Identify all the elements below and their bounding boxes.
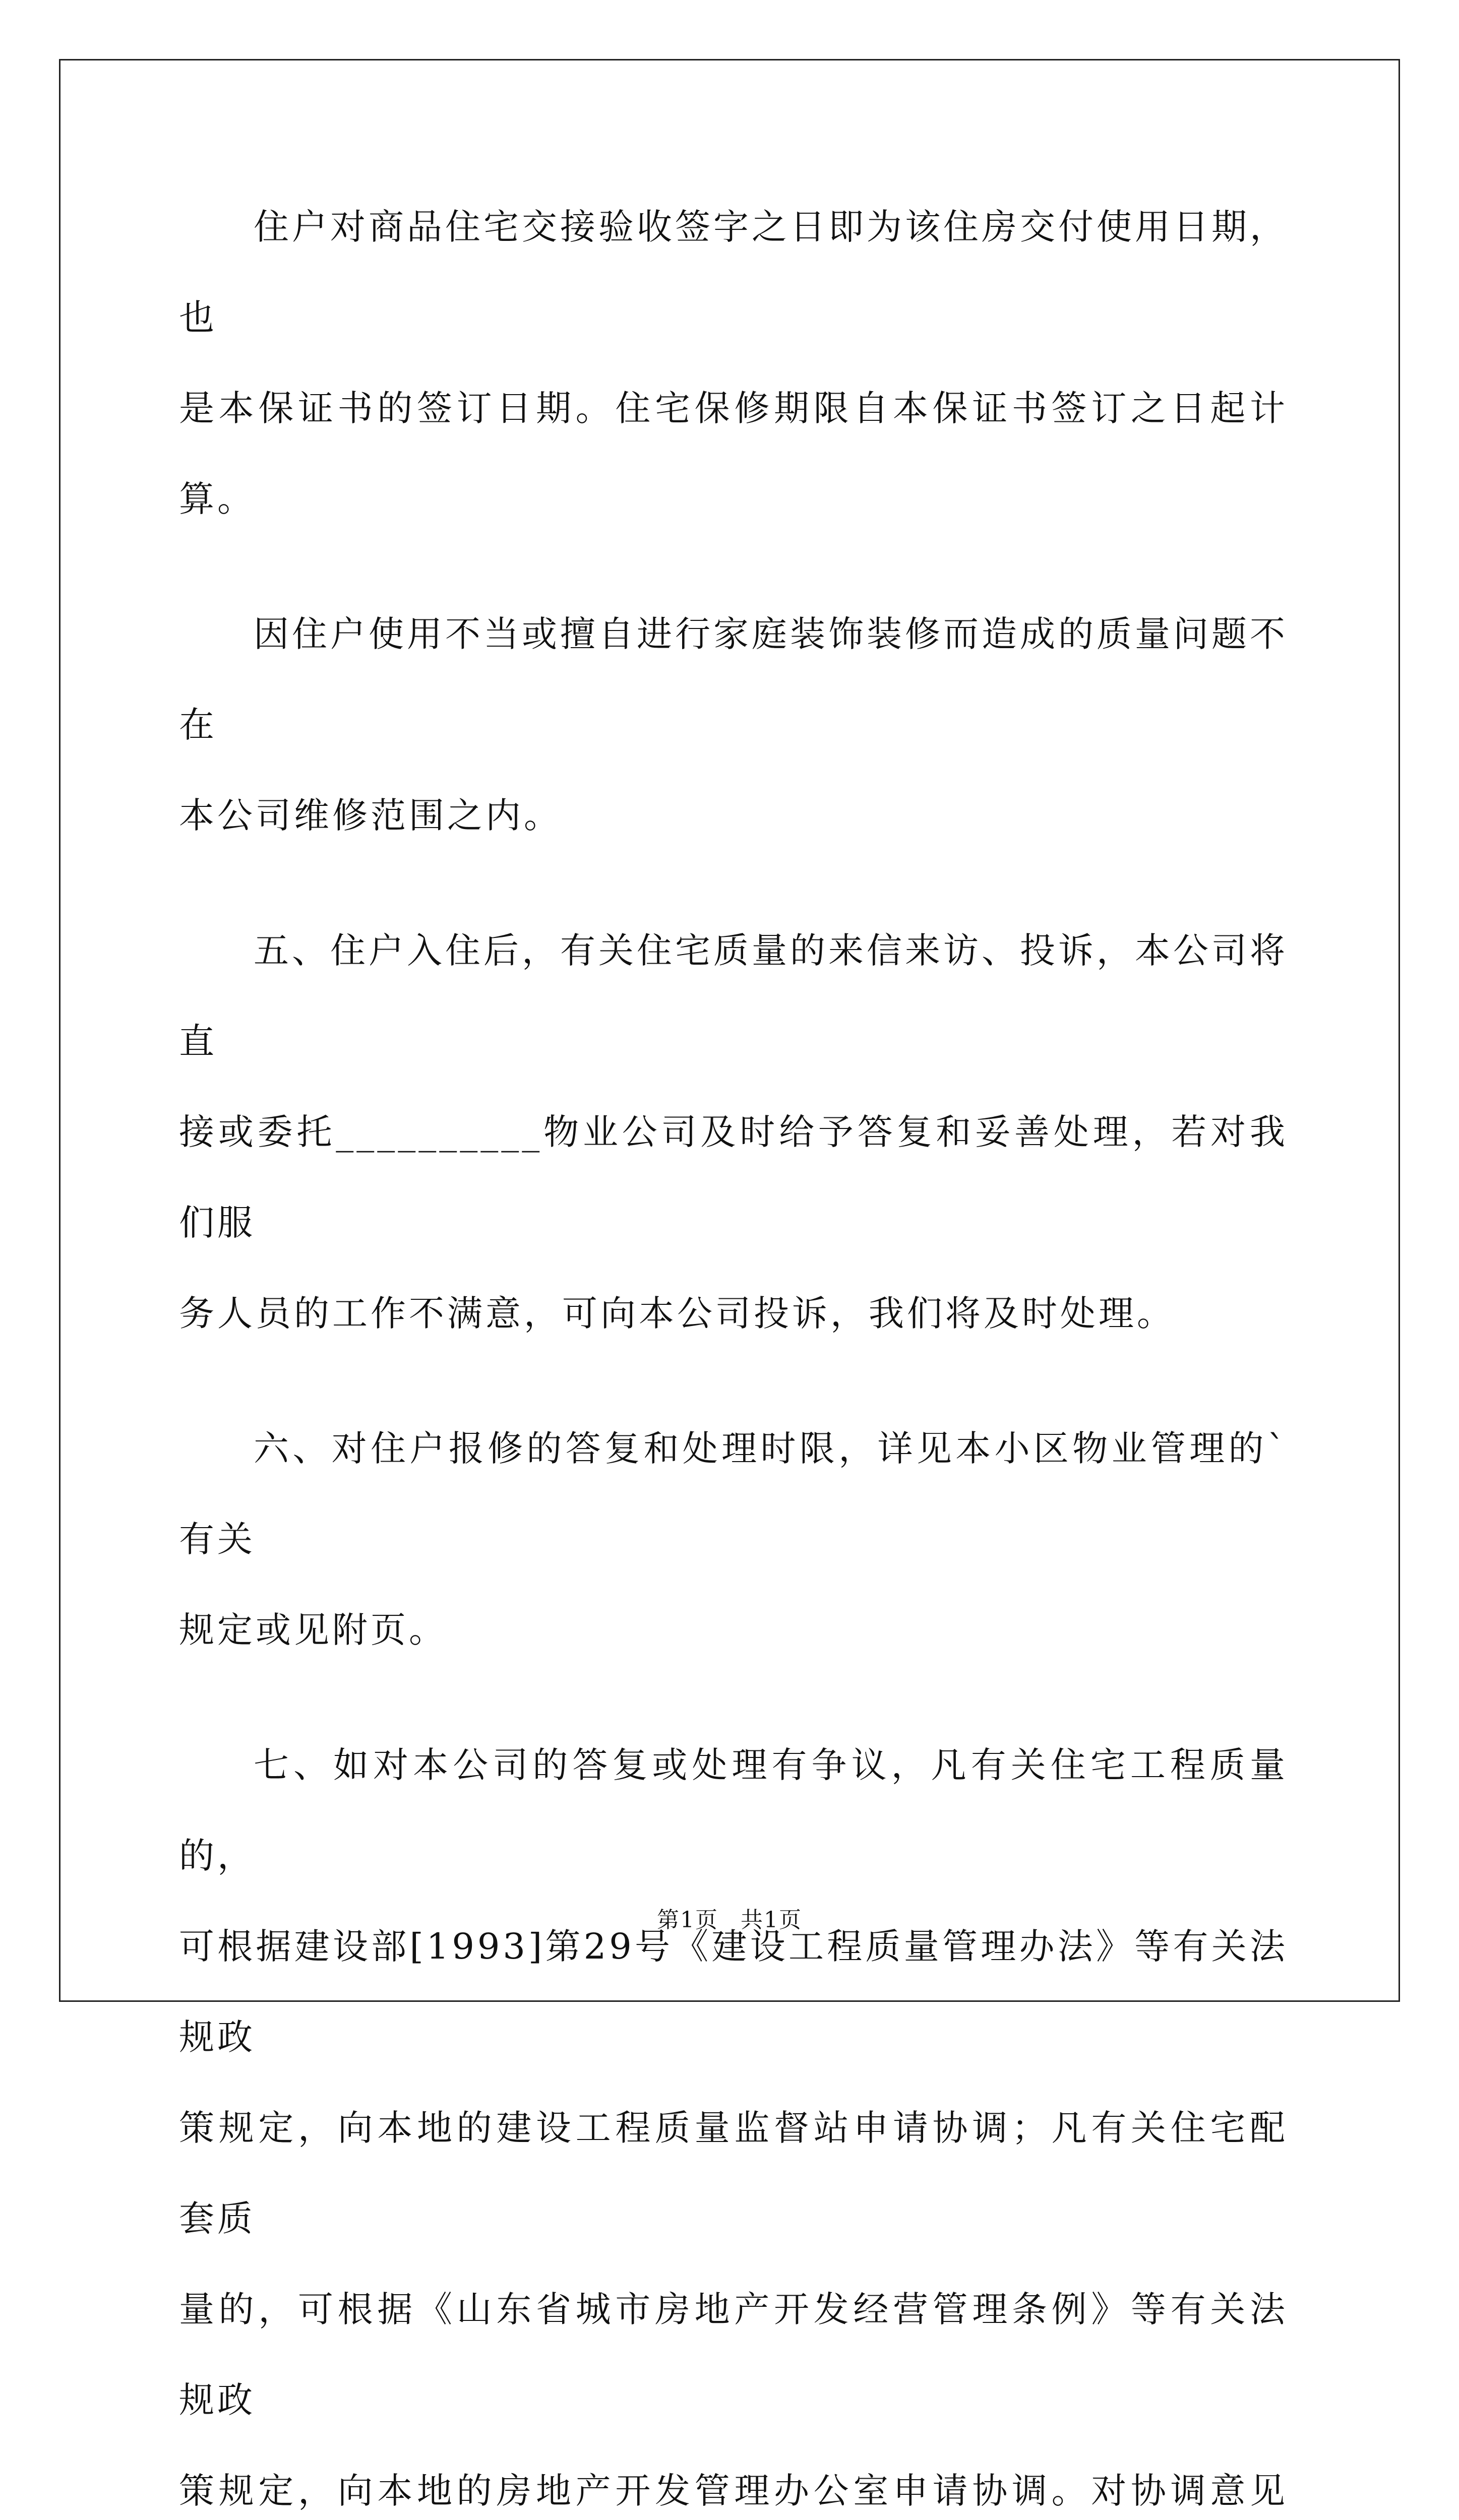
text-line: 是本保证书的签订日期。住宅保修期限自本保证书签订之日起计算。 [179, 388, 1288, 520]
paragraph-section-5 [179, 905, 1288, 1359]
paragraph-delivery-date [179, 181, 1288, 544]
page-footer [0, 1905, 1459, 1935]
text-line: 接或委托__________物业公司及时给予答复和妥善处理，若对我们服 [179, 1111, 1288, 1243]
text-line: 本公司维修范围之内。 [179, 795, 562, 836]
text-line: 五、住户入住后，有关住宅质量的来信来访、投诉，本公司将直 [179, 930, 1288, 1062]
text-line: 六、对住户报修的答复和处理时限，详见本小区物业管理的`有关 [179, 1428, 1288, 1560]
paragraph-section-6 [179, 1403, 1288, 1675]
text-line: 七、如对本公司的答复或处理有争议，凡有关住宅工程质量的， [179, 1744, 1288, 1876]
text-line: 策规定，向本地的建设工程质量监督站申请协调；凡有关住宅配套质 [179, 2107, 1288, 2239]
page-total: 共1页 [741, 1907, 802, 1933]
text-line: 住户对商品住宅交接验收签字之日即为该住房交付使用日期，也 [179, 206, 1288, 338]
page-number: 第1页 [657, 1907, 718, 1933]
text-line: 量的，可根据《山东省城市房地产开发经营管理条例》等有关法规政 [179, 2289, 1288, 2421]
text-line: 规定或见附页。 [179, 1609, 447, 1651]
text-line: 因住户使用不当或擅自进行家庭装饰装修而造成的质量问题不在 [179, 613, 1288, 745]
text-line: 策规定，向本地的房地产开发管理办公室申请协调。对协调意见 [179, 2470, 1288, 2511]
text-line: 务人员的工作不满意，可向本公司投诉，我们将及时处理。 [179, 1293, 1175, 1334]
text-line: 可根据建设部[1993]第29号《建设工程质量管理办法》等有关法规政 [179, 1926, 1288, 2058]
document-body [179, 181, 1288, 2520]
paragraph-section-7 [179, 1720, 1288, 2520]
paragraph-exclusion [179, 589, 1288, 861]
